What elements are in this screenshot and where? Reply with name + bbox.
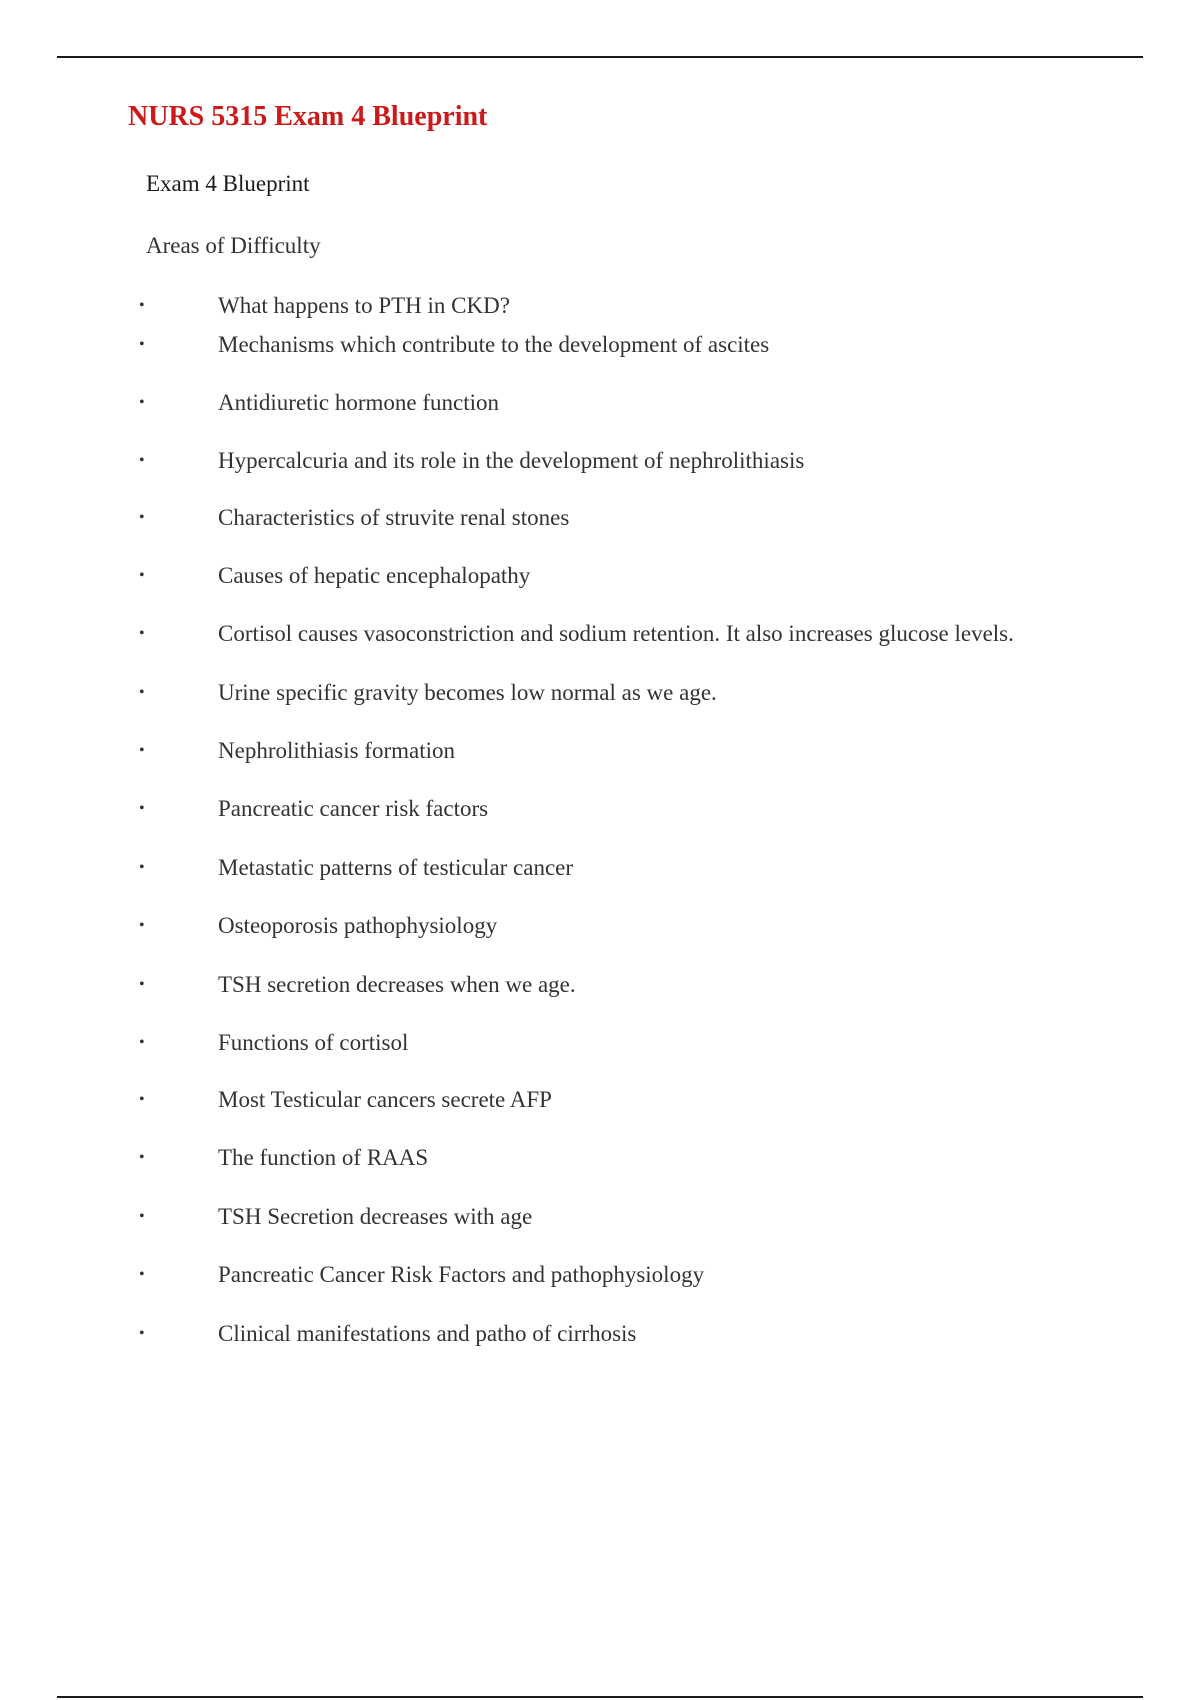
bullet-icon: • [139, 800, 145, 817]
list-item-text: Characteristics of struvite renal stones [218, 505, 570, 530]
bullet-icon: • [139, 1266, 145, 1283]
bullet-icon: • [139, 859, 145, 876]
list-item [0, 1203, 1100, 1233]
list-item [0, 912, 1100, 942]
list-item-text: TSH secretion decreases when we age. [218, 972, 576, 997]
list-item [0, 679, 1100, 709]
document-subtitle: Exam 4 Blueprint [146, 171, 310, 196]
bullet-icon: • [139, 1208, 145, 1225]
list-item-text: Causes of hepatic encephalopathy [218, 563, 531, 588]
list-item-text: Clinical manifestations and patho of cirrhosis [218, 1321, 637, 1346]
list-item-text: Pancreatic cancer risk factors [218, 796, 489, 821]
list-item-text: Cortisol causes vasoconstriction and sodium retention. It also increases glucose levels. [218, 621, 1014, 646]
list-item [0, 1086, 1100, 1116]
list-item [0, 854, 1100, 884]
bullet-icon: • [139, 509, 145, 526]
bullet-icon: • [139, 452, 145, 469]
list-item-text: Osteoporosis pathophysiology [218, 913, 498, 938]
bullet-icon: • [139, 297, 145, 314]
list-item-text: Metastatic patterns of testicular cancer [218, 855, 574, 880]
bullet-icon: • [139, 976, 145, 993]
list-item [0, 1261, 1100, 1291]
top-rule [57, 56, 1143, 58]
list-item [0, 292, 1100, 322]
bullet-icon: • [139, 567, 145, 584]
bullet-icon: • [139, 625, 145, 642]
bottom-rule [57, 1696, 1143, 1698]
list-item [0, 971, 1100, 1001]
bullet-icon: • [139, 1149, 145, 1166]
list-item-text: Functions of cortisol [218, 1030, 409, 1055]
list-item [0, 331, 1100, 361]
list-item [0, 737, 1100, 767]
list-item [0, 504, 1100, 534]
list-item-text: Most Testicular cancers secrete AFP [218, 1087, 552, 1112]
list-item-text: Pancreatic Cancer Risk Factors and pathophysiology [218, 1262, 705, 1287]
bullet-icon: • [139, 1091, 145, 1108]
list-item [0, 1029, 1100, 1059]
bullet-icon: • [139, 1034, 145, 1051]
list-item [0, 620, 1100, 650]
bullet-icon: • [139, 917, 145, 934]
list-item-text: Mechanisms which contribute to the development of ascites [218, 332, 770, 357]
bullet-icon: • [139, 742, 145, 759]
list-item-text: Antidiuretic hormone function [218, 390, 500, 415]
list-item [0, 389, 1100, 419]
list-item [0, 447, 1100, 477]
list-item-text: TSH Secretion decreases with age [218, 1204, 533, 1229]
document-title: NURS 5315 Exam 4 Blueprint [128, 101, 488, 132]
bullet-icon: • [139, 1325, 145, 1342]
list-item [0, 1320, 1100, 1350]
list-item-text: The function of RAAS [218, 1145, 429, 1170]
list-item-text: Hypercalcuria and its role in the development of nephrolithiasis [218, 448, 805, 473]
list-item-text: Urine specific gravity becomes low normal as we age. [218, 680, 717, 705]
bullet-icon: • [139, 336, 145, 353]
list-item [0, 1144, 1100, 1174]
list-item [0, 562, 1100, 592]
list-item-text: Nephrolithiasis formation [218, 738, 455, 763]
list-item-text: What happens to PTH in CKD? [218, 293, 510, 318]
bullet-icon: • [139, 394, 145, 411]
bullet-icon: • [139, 684, 145, 701]
list-item [0, 795, 1100, 825]
section-heading: Areas of Difficulty [146, 233, 321, 258]
